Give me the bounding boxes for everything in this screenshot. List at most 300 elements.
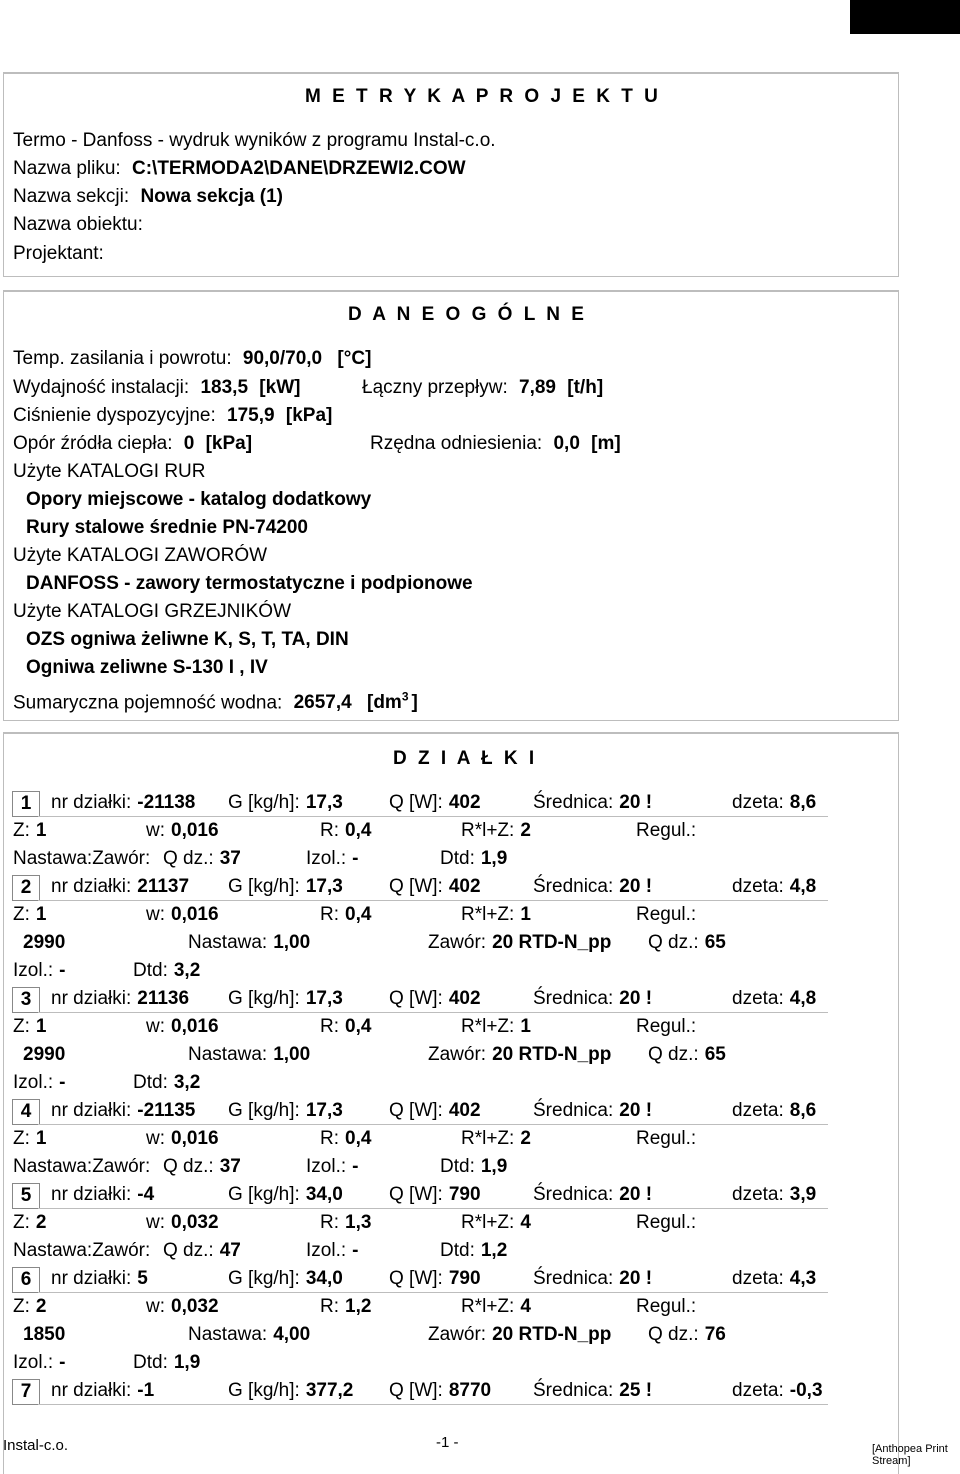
dzialka-zawor-label: Zawór: (428, 1044, 487, 1065)
dzialka-nr-label: nr działki: (51, 1380, 132, 1401)
dzialka-zawor-label: Zawór: (428, 932, 487, 953)
cisn-row (13, 405, 332, 427)
dzialka-qdz-value: 65 (704, 932, 726, 953)
dzialka-dtd-label: Dtd: (440, 848, 475, 869)
dzialka-w (146, 1016, 219, 1038)
dzialka-izol-value: - (59, 1072, 66, 1093)
dzialka-regul (636, 820, 696, 842)
cisn-unit: [kPa] (285, 405, 333, 426)
dzialka-regul (636, 904, 696, 926)
kat-rur-2: Rury stalowe średnie PN-74200 (26, 517, 308, 538)
dzialka-z-label: Z: (13, 904, 30, 925)
dzialka-z (13, 1296, 46, 1318)
dzialka-nastawa-zawor: Nastawa:Zawór: (13, 1240, 151, 1261)
dzialka-nr-value: 21137 (137, 876, 190, 897)
dzialka-z-value: 1 (35, 1016, 47, 1037)
przeplyw-unit: [t/h] (567, 377, 604, 398)
dzialka-q-label: Q [W]: (389, 1268, 443, 1289)
dzialka-q-label: Q [W]: (389, 1100, 443, 1121)
dzialka-izol-value: - (352, 848, 359, 869)
dzialka-regul (636, 1212, 696, 1234)
poj-row (13, 686, 418, 714)
dzialka-izol-label: Izol.: (13, 1352, 54, 1373)
dzialka-dtd-value: 1,2 (480, 1240, 508, 1261)
dzialka-q-label: Q [W]: (389, 876, 443, 897)
dzialka-r-value: 1,3 (345, 1212, 372, 1233)
rzedna-label: Rzędna odniesienia: (370, 433, 543, 454)
dzialka-izol-value: - (352, 1240, 359, 1261)
dzialka-r-value: 1,2 (345, 1296, 372, 1317)
dzialka-srednica-label: Średnica: (533, 876, 614, 897)
dzialka-regul-label: Regul.: (636, 1016, 697, 1037)
top-black-bar (850, 0, 960, 34)
dzialka-rlz-value: 4 (520, 1212, 531, 1233)
dzialka-dtd-value: 1,9 (480, 848, 508, 869)
dzialka-g-value: 17,3 (305, 792, 343, 813)
opor-unit: [kPa] (205, 433, 253, 454)
dzialka-g (228, 988, 343, 1010)
dzialka-g-label: G [kg/h]: (228, 1268, 300, 1289)
dzialka-q-value: 790 (448, 1184, 481, 1205)
dzialka-srednica-value: 20 ! (619, 1268, 653, 1289)
cisn-value: 175,9 (227, 405, 275, 426)
dzialka-q-value: 402 (448, 988, 481, 1009)
dzialka-r (320, 1016, 371, 1038)
dzialka-q-value: 402 (448, 792, 481, 813)
dzialka-dzeta-value: -0,3 (789, 1380, 823, 1401)
dzialka-zawor (428, 1044, 611, 1066)
dzialka-q-label: Q [W]: (389, 1380, 443, 1401)
dzialka-underline (38, 1404, 828, 1405)
dzialka-z (13, 1212, 46, 1234)
dzialka-izol (306, 1240, 358, 1262)
dzialki-title: D Z I A Ł K I (393, 748, 538, 769)
dzialka-q (389, 1268, 481, 1290)
dzialka-rlz (461, 820, 531, 842)
dzialka-underline (38, 1012, 828, 1013)
dzialka-nastawa (188, 932, 310, 954)
dzialka-dzeta-value: 4,8 (789, 988, 817, 1009)
dzialka-g-value: 377,2 (305, 1380, 354, 1401)
dzialka-z-value: 2 (35, 1296, 47, 1317)
dzialka-izol-value: - (59, 960, 66, 981)
dzialka-srednica-label: Średnica: (533, 1100, 614, 1121)
dzialka-q (389, 792, 481, 814)
rzedna-unit: [m] (591, 433, 621, 454)
dzialka-z (13, 1128, 46, 1150)
dzialka-dtd-label: Dtd: (133, 1352, 168, 1373)
dzialka-dtd (133, 960, 200, 982)
poj-unit-sup: 3 (401, 690, 409, 704)
dzialka-rlz-label: R*l+Z: (461, 1128, 515, 1149)
dzialka-srednica-label: Średnica: (533, 1380, 614, 1401)
dzialka-nr-value: -21135 (137, 1100, 196, 1121)
dzialka-dzeta-label: dzeta: (732, 1184, 784, 1205)
dzialka-z-label: Z: (13, 1296, 30, 1317)
dzialka-izol-value: - (352, 1156, 359, 1177)
dzialka-r-label: R: (320, 1296, 339, 1317)
poj-unit-post: ] (411, 692, 418, 714)
dzialka-z-value: 1 (35, 1128, 47, 1149)
dzialka-q (389, 876, 481, 898)
dzialka-srednica-value: 20 ! (619, 1100, 653, 1121)
dzialka-nr (51, 1100, 195, 1122)
dzialka-izol-value: - (59, 1352, 66, 1373)
dzialka-q-label: Q [W]: (389, 1184, 443, 1205)
dzialka-w-value: 0,016 (171, 904, 219, 925)
dzialka-regul-label: Regul.: (636, 1128, 697, 1149)
temp-value: 90,0/70,0 (242, 348, 323, 369)
dzialka-srednica-value: 25 ! (619, 1380, 653, 1401)
dzialka-g-value: 34,0 (305, 1268, 343, 1289)
dzialka-izol-label: Izol.: (306, 848, 347, 869)
kat-zaw: Użyte KATALOGI ZAWORÓW (13, 545, 268, 566)
dzialka-underline (38, 1292, 828, 1293)
dzialka-qdz (648, 1324, 726, 1346)
dzialka-qdz (648, 1044, 726, 1066)
dzialka-g-value: 34,0 (305, 1184, 343, 1205)
dzialka-srednica-label: Średnica: (533, 988, 614, 1009)
dzialka-izol (306, 1156, 358, 1178)
dzialka-qdz-value: 37 (219, 848, 241, 869)
dzialka-nr (51, 1184, 154, 1206)
dzialka-q-value: 790 (448, 1268, 481, 1289)
poj-value: 2657,4 (293, 692, 352, 714)
file-row (13, 158, 466, 180)
dzialka-r (320, 1212, 371, 1234)
dzialka-srednica-value: 20 ! (619, 988, 653, 1009)
dzialka-w-value: 0,032 (171, 1296, 219, 1317)
dzialka-q-value: 402 (448, 1100, 481, 1121)
dzialka-r (320, 1296, 371, 1318)
dzialka-nastawa-value: 4,00 (273, 1324, 311, 1345)
dzialka-izol-label: Izol.: (306, 1240, 347, 1261)
dzialka-nr (51, 1268, 148, 1290)
dzialka-g-label: G [kg/h]: (228, 1100, 300, 1121)
dzialka-w-value: 0,016 (171, 1016, 219, 1037)
dzialka-qdz-value: 37 (219, 1156, 241, 1177)
dzialka-dtd-value: 1,9 (173, 1352, 201, 1373)
dzialka-nr-label: nr działki: (51, 792, 132, 813)
dzialka-q-value: 8770 (448, 1380, 492, 1401)
dzialka-rlz (461, 1016, 531, 1038)
dzialka-rlz-label: R*l+Z: (461, 1212, 515, 1233)
dzialka-rlz (461, 1296, 531, 1318)
dzialka-nr (51, 792, 195, 814)
dzialka-zawor-value: 20 RTD-N_pp (492, 1044, 612, 1065)
dzialka-nastawa-label: Nastawa: (188, 1044, 268, 1065)
dzialka-nastawa-zawor: Nastawa:Zawór: (13, 1156, 151, 1177)
dzialka-number: 3 (12, 987, 40, 1013)
dzialka-dzeta-label: dzeta: (732, 1380, 784, 1401)
dzialka-srednica (533, 988, 652, 1010)
dzialka-w-label: w: (146, 1212, 165, 1233)
dzialka-dtd (440, 848, 507, 870)
dzialka-dtd-label: Dtd: (440, 1156, 475, 1177)
dzialka-qdz (163, 1240, 241, 1262)
dzialka-g (228, 876, 343, 898)
poj-unit (367, 692, 418, 713)
dzialka-nr-value: -21138 (137, 792, 196, 813)
metryka-line1: Termo - Danfoss - wydruk wyników z programu Instal-c.o. (13, 130, 496, 151)
dzialka-regul (636, 1296, 696, 1318)
dzialka-izol (306, 848, 358, 870)
dzialka-dzeta (732, 792, 816, 814)
footer-left: Instal-c.o. (3, 1437, 69, 1454)
dzialka-z-label: Z: (13, 1016, 30, 1037)
dzialka-regul (636, 1016, 696, 1038)
dzialka-r (320, 820, 371, 842)
dzialka-underline (38, 1208, 828, 1209)
dzialka-dzeta-value: 3,9 (789, 1184, 817, 1205)
dzialka-qdz-label: Q dz.: (648, 932, 699, 953)
dzialka-rlz-value: 2 (520, 1128, 531, 1149)
kat-rur: Użyte KATALOGI RUR (13, 461, 206, 482)
dzialka-code: 1850 (23, 1324, 66, 1345)
dzialka-number: 1 (12, 791, 40, 817)
dzialka-rlz-label: R*l+Z: (461, 820, 515, 841)
dzialka-nastawa-label: Nastawa: (188, 932, 268, 953)
dzialka-nastawa-zawor: Nastawa:Zawór: (13, 848, 151, 869)
dzialka-dtd-value: 3,2 (173, 1072, 201, 1093)
dzialka-regul (636, 1128, 696, 1150)
dzialka-g (228, 1184, 343, 1206)
object-label: Nazwa obiektu: (13, 214, 143, 235)
dzialka-srednica (533, 792, 652, 814)
dzialka-nr (51, 876, 189, 898)
dzialka-zawor-label: Zawór: (428, 1324, 487, 1345)
footer-right: [Anthopea Print Stream] (872, 1443, 948, 1467)
file-label: Nazwa pliku: (13, 158, 121, 179)
dzialka-srednica (533, 1380, 652, 1402)
dzialka-qdz-label: Q dz.: (163, 1240, 214, 1261)
dzialka-w-value: 0,016 (171, 1128, 219, 1149)
dzialka-nr-value: 5 (137, 1268, 148, 1289)
dzialka-qdz-label: Q dz.: (163, 848, 214, 869)
footer-page: -1 - (436, 1434, 459, 1451)
dzialka-zawor (428, 932, 611, 954)
dzialka-nastawa-value: 1,00 (273, 1044, 311, 1065)
rzedna-value: 0,0 (553, 433, 580, 454)
dzialka-w-value: 0,016 (171, 820, 219, 841)
dzialka-r-value: 0,4 (345, 904, 372, 925)
dzialka-nastawa-label: Nastawa: (188, 1324, 268, 1345)
dzialka-izol-label: Izol.: (306, 1156, 347, 1177)
kat-grz-2: Ogniwa zeliwne S-130 I , IV (26, 657, 268, 678)
dzialka-g (228, 1100, 343, 1122)
dzialka-dzeta (732, 876, 816, 898)
dzialka-dtd (440, 1240, 507, 1262)
dzialka-qdz (163, 1156, 241, 1178)
dzialka-srednica (533, 876, 652, 898)
przeplyw-row (362, 377, 603, 399)
dzialka-zawor-value: 20 RTD-N_pp (492, 932, 612, 953)
dzialka-regul-label: Regul.: (636, 820, 697, 841)
dzialka-dzeta-value: 4,3 (789, 1268, 817, 1289)
kat-rur-1: Opory miejscowe - katalog dodatkowy (26, 489, 372, 510)
dzialka-dzeta-value: 4,8 (789, 876, 817, 897)
dzialka-dzeta (732, 1268, 816, 1290)
dzialka-w-label: w: (146, 1016, 165, 1037)
dzialka-nr-label: nr działki: (51, 1100, 132, 1121)
designer-label: Projektant: (13, 243, 104, 264)
dzialka-qdz-label: Q dz.: (648, 1044, 699, 1065)
dzialka-srednica-value: 20 ! (619, 876, 653, 897)
dzialka-rlz-value: 2 (520, 820, 531, 841)
dzialka-number: 5 (12, 1183, 40, 1209)
dzialka-rlz-label: R*l+Z: (461, 904, 515, 925)
dzialka-srednica-value: 20 ! (619, 1184, 653, 1205)
dzialka-qdz-label: Q dz.: (163, 1156, 214, 1177)
dzialka-nastawa (188, 1044, 310, 1066)
dzialka-srednica (533, 1268, 652, 1290)
dzialka-dtd-label: Dtd: (440, 1240, 475, 1261)
dzialka-dzeta-label: dzeta: (732, 1100, 784, 1121)
file-value: C:\TERMODA2\DANE\DRZEWI2.COW (132, 158, 466, 179)
dzialka-r (320, 1128, 371, 1150)
dzialka-z-value: 1 (35, 820, 47, 841)
dzialka-dtd (133, 1072, 200, 1094)
dzialka-dtd (440, 1156, 507, 1178)
opor-row (13, 433, 252, 455)
dzialka-underline (38, 1124, 828, 1125)
dzialka-srednica-value: 20 ! (619, 792, 653, 813)
dzialka-w (146, 1296, 219, 1318)
dzialka-g (228, 1380, 353, 1402)
dzialka-dzeta (732, 1100, 816, 1122)
dzialka-r-label: R: (320, 820, 339, 841)
dzialka-z-label: Z: (13, 1128, 30, 1149)
dzialka-regul-label: Regul.: (636, 1212, 697, 1233)
dzialka-z-value: 2 (35, 1212, 47, 1233)
dzialka-r-label: R: (320, 1016, 339, 1037)
dzialka-number: 4 (12, 1099, 40, 1125)
dzialka-nr-value: 21136 (137, 988, 190, 1009)
dzialka-g-label: G [kg/h]: (228, 988, 300, 1009)
dzialka-q (389, 1380, 491, 1402)
dzialka-dzeta (732, 988, 816, 1010)
dzialka-srednica-label: Średnica: (533, 1184, 614, 1205)
temp-unit: [°C] (337, 348, 372, 369)
dzialka-underline (38, 816, 828, 817)
dzialka-dtd (133, 1352, 200, 1374)
metryka-title: M E T R Y K A P R O J E K T U (305, 86, 661, 107)
dzialka-rlz-label: R*l+Z: (461, 1016, 515, 1037)
dzialka-underline (38, 900, 828, 901)
dzialka-rlz-value: 4 (520, 1296, 531, 1317)
dzialka-dtd-label: Dtd: (133, 1072, 168, 1093)
section-row (13, 186, 283, 208)
dzialka-g (228, 792, 343, 814)
dzialka-dzeta-label: dzeta: (732, 988, 784, 1009)
dzialka-q-label: Q [W]: (389, 988, 443, 1009)
dzialka-w (146, 1128, 219, 1150)
dzialka-qdz-value: 47 (219, 1240, 241, 1261)
opor-label: Opór źródła ciepła: (13, 433, 173, 454)
dzialka-nr (51, 1380, 154, 1402)
dzialka-z (13, 1016, 46, 1038)
dzialka-rlz-value: 1 (520, 1016, 531, 1037)
dzialka-w-value: 0,032 (171, 1212, 219, 1233)
dzialka-dtd-label: Dtd: (133, 960, 168, 981)
wyd-unit: [kW] (259, 377, 301, 398)
wyd-label: Wydajność instalacji: (13, 377, 190, 398)
dzialka-nr-label: nr działki: (51, 1184, 132, 1205)
dzialka-dzeta-value: 8,6 (789, 1100, 817, 1121)
dzialka-number: 7 (12, 1379, 40, 1405)
dzialka-g-value: 17,3 (305, 876, 343, 897)
dzialka-nr-label: nr działki: (51, 876, 132, 897)
dzialka-rlz (461, 1212, 531, 1234)
dzialka-code: 2990 (23, 1044, 66, 1065)
kat-zaw-1: DANFOSS - zawory termostatyczne i podpionowe (26, 573, 473, 594)
dzialka-dtd-value: 1,9 (480, 1156, 508, 1177)
dzialka-zawor (428, 1324, 611, 1346)
dzialka-w-label: w: (146, 1296, 165, 1317)
dzialka-qdz-value: 76 (704, 1324, 726, 1345)
przeplyw-label: Łączny przepływ: (362, 377, 508, 398)
dzialka-code: 2990 (23, 932, 66, 953)
dzialka-dzeta-value: 8,6 (789, 792, 817, 813)
dzialka-w (146, 820, 219, 842)
dzialka-z (13, 820, 46, 842)
dzialka-w-label: w: (146, 1128, 165, 1149)
dzialka-srednica-label: Średnica: (533, 792, 614, 813)
dzialka-qdz (648, 932, 726, 954)
dzialka-z (13, 904, 46, 926)
dzialka-number: 6 (12, 1267, 40, 1293)
dzialka-qdz-label: Q dz.: (648, 1324, 699, 1345)
dzialka-dzeta-label: dzeta: (732, 1268, 784, 1289)
dzialka-w (146, 1212, 219, 1234)
dzialka-izol-label: Izol.: (13, 960, 54, 981)
dzialka-q-label: Q [W]: (389, 792, 443, 813)
kat-grz-1: OZS ogniwa żeliwne K, S, T, TA, DIN (26, 629, 349, 650)
dzialka-q (389, 988, 481, 1010)
dzialka-dtd-value: 3,2 (173, 960, 201, 981)
dzialka-q-value: 402 (448, 876, 481, 897)
dzialka-nr-label: nr działki: (51, 1268, 132, 1289)
section-value: Nowa sekcja (1) (140, 186, 284, 207)
dzialka-q (389, 1184, 481, 1206)
dzialka-w-label: w: (146, 904, 165, 925)
dzialka-regul-label: Regul.: (636, 1296, 697, 1317)
dzialka-z-value: 1 (35, 904, 47, 925)
dzialka-w-label: w: (146, 820, 165, 841)
dane-title: D A N E O G Ó L N E (348, 304, 587, 325)
dzialka-r-value: 0,4 (345, 1128, 372, 1149)
dzialka-srednica-label: Średnica: (533, 1268, 614, 1289)
dzialka-izol-label: Izol.: (13, 1072, 54, 1093)
rzedna-row (370, 433, 621, 455)
dzialka-qdz (163, 848, 241, 870)
dzialka-w (146, 904, 219, 926)
opor-value: 0 (183, 433, 195, 454)
cisn-label: Ciśnienie dyspozycyjne: (13, 405, 216, 426)
dzialka-nastawa (188, 1324, 310, 1346)
dzialka-g-label: G [kg/h]: (228, 792, 300, 813)
dzialka-g (228, 1268, 343, 1290)
dzialka-r-label: R: (320, 904, 339, 925)
poj-unit-pre: [dm (367, 692, 402, 714)
dzialka-rlz (461, 904, 531, 926)
dzialka-rlz-label: R*l+Z: (461, 1296, 515, 1317)
dzialka-r-label: R: (320, 1128, 339, 1149)
dzialka-r-value: 0,4 (345, 820, 372, 841)
dzialka-z-label: Z: (13, 1212, 30, 1233)
wyd-value: 183,5 (200, 377, 249, 398)
dzialka-nr-value: -1 (137, 1380, 155, 1401)
